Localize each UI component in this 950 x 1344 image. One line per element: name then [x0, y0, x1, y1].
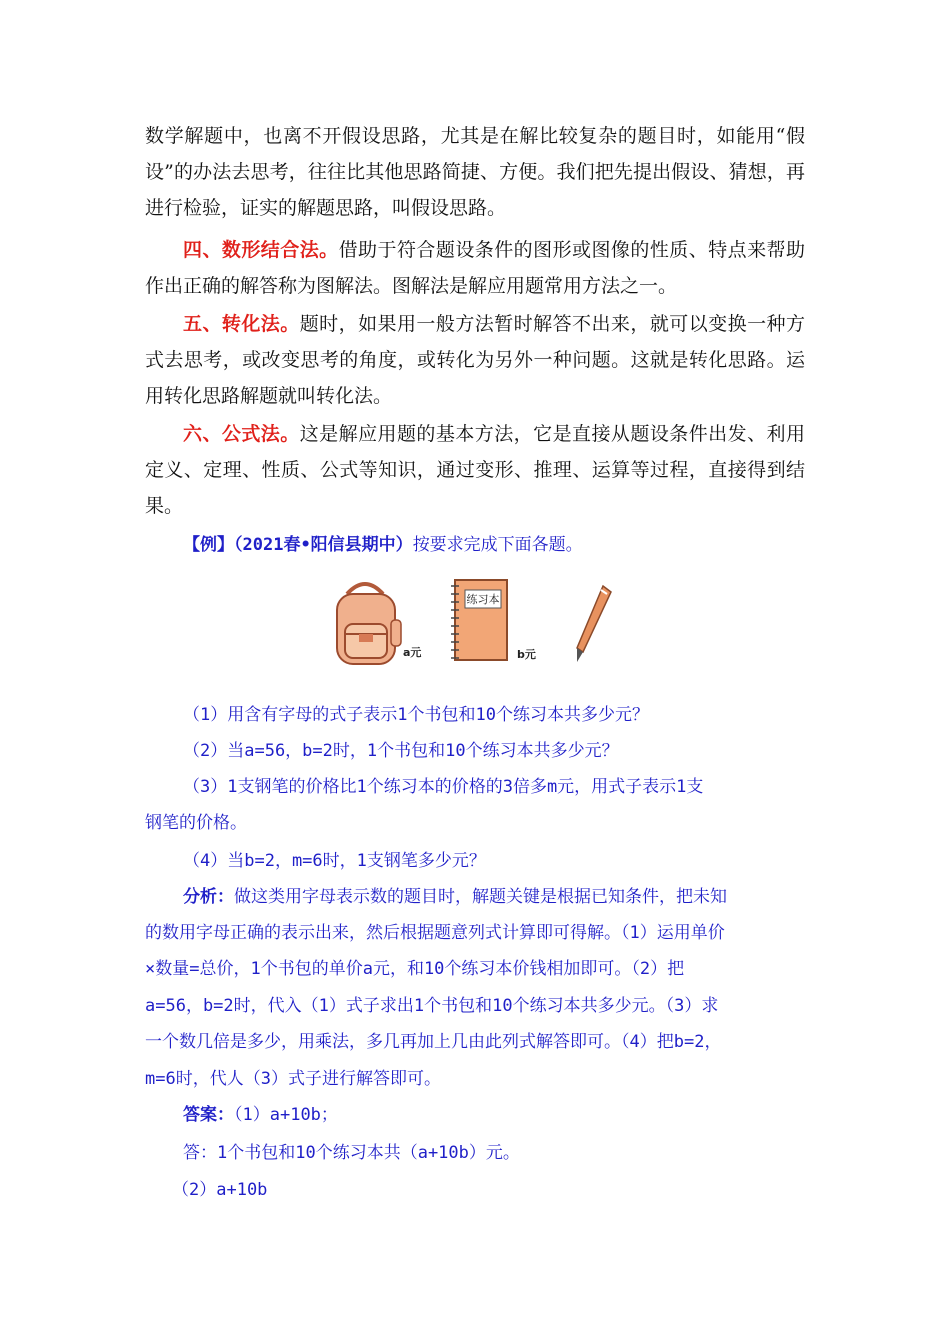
bag-price-label: a元	[403, 646, 422, 659]
method-4-text: 借助于符合题设条件的图形或图像的性质、特点来帮助作出正确的解答称为图解法。图解法是解应用题常用方法之一。	[145, 239, 805, 297]
method-6-text: 这是解应用题的基本方法，它是直接从题设条件出发、利用定义、定理、性质、公式等知识，通过变形、推理、运算等过程，直接得到结果。	[145, 423, 805, 517]
analysis-line-1: 分析：做这类用字母表示数的题目时，解题关键是根据已知条件，把未知	[183, 887, 727, 907]
example-title	[183, 527, 583, 563]
method-5-text: 题时，如果用一般方法暂时解答不出来，就可以变换一种方式去思考，或改变思考的角度，或转化为另外一种问题。这就是转化思路。运用转化思路解题就叫转化法。	[145, 313, 805, 407]
question-3-line-1: （3）1支钢笔的价格比1个练习本的价格的3倍多m元，用式子表示1支	[183, 777, 704, 797]
method-4-heading: 四、数形结合法。	[183, 239, 339, 261]
question-2: （2）当a=56，b=2时，1个书包和10个练习本共多少元？	[183, 741, 619, 761]
notebook-price-label: b元	[517, 648, 536, 661]
analysis-line-5: 一个数几倍是多少，用乘法，多几再加上几由此列式解答即可。（4）把b=2，	[145, 1032, 722, 1052]
answer-1-reply: 答：1个书包和10个练习本共（a+10b）元。	[183, 1143, 520, 1163]
example-tag: 【例】（2021春•阳信县期中）	[183, 535, 413, 555]
analysis-line-3: ×数量=总价，1个书包的单价a元，和10个练习本价钱相加即可。（2）把	[145, 959, 685, 979]
example-text: 按要求完成下面各题。	[412, 535, 583, 555]
method-5-heading: 五、转化法。	[183, 313, 300, 335]
pen-icon	[577, 586, 611, 662]
question-3-line-2: 钢笔的价格。	[145, 813, 247, 833]
method-4-paragraph	[145, 232, 805, 304]
analysis-line-2: 的数用字母正确的表示出来，然后根据题意列式计算即可得解。（1）运用单价	[145, 923, 725, 943]
analysis-line-4: a=56，b=2时，代入（1）式子求出1个书包和10个练习本共多少元。（3）求	[145, 996, 719, 1016]
analysis-line-6: m=6时，代人（3）式子进行解答即可。	[145, 1069, 441, 1089]
answer-label: 答案：	[183, 1105, 234, 1125]
method-6-paragraph	[145, 416, 805, 524]
intro-paragraph: 数学解题中，也离不开假设思路，尤其是在解比较复杂的题目时，如能用“假设”的办法去思考，往往比其他思路简捷、方便。我们把先提出假设、猜想，再进行检验，证实的解题思路，叫假设思路。	[145, 125, 805, 219]
question-1: （1）用含有字母的式子表示1个书包和10个练习本共多少元？	[183, 705, 649, 725]
answer-2: （2）a+10b	[172, 1180, 268, 1200]
analysis-label: 分析：	[183, 887, 234, 907]
notebook-title: 练习本	[466, 593, 500, 606]
notebook-icon	[451, 580, 507, 660]
backpack-icon	[337, 584, 401, 664]
answer-1: 答案：（1）a+10b；	[183, 1105, 338, 1125]
method-5-paragraph	[145, 306, 805, 414]
example-figure	[325, 572, 625, 672]
example-figure-art	[325, 572, 625, 672]
question-4: （4）当b=2，m=6时，1支钢笔多少元？	[183, 851, 486, 871]
method-6-heading: 六、公式法。	[183, 423, 300, 445]
